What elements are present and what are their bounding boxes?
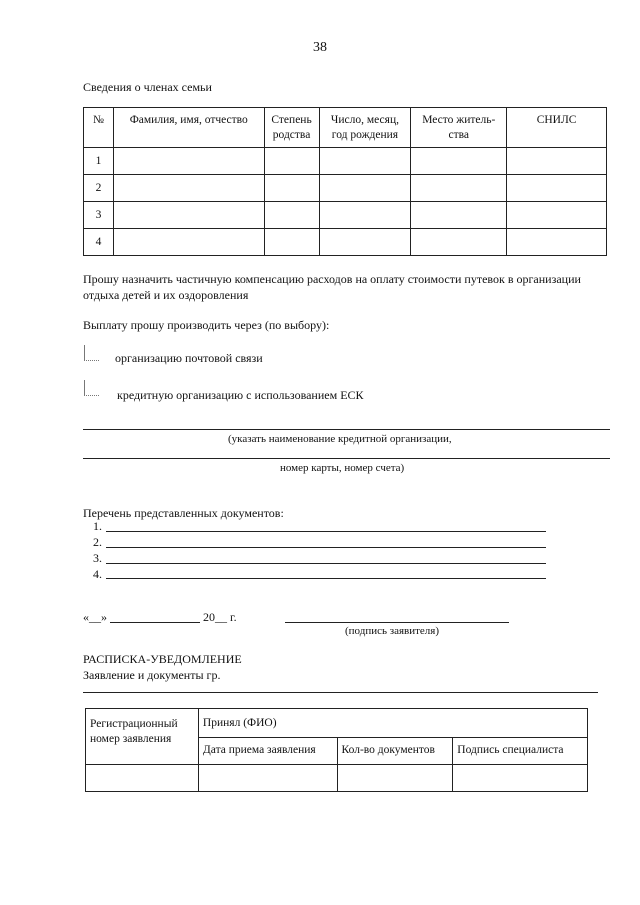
request-text-line2: отдыха детей и их оздоровления — [83, 288, 249, 302]
table-row — [86, 709, 588, 738]
reg-number-cell[interactable] — [86, 765, 199, 792]
family-section-title: Сведения о членах семьи — [83, 80, 212, 94]
fullname-cell[interactable] — [113, 229, 264, 256]
row-number: 2 — [84, 175, 114, 202]
family-table-header-row — [84, 108, 607, 148]
row-number: 4 — [84, 229, 114, 256]
receipt-subtitle: Заявление и документы гр. — [83, 668, 221, 682]
col-fullname-header: Фамилия, имя, отчество — [113, 108, 264, 148]
col-relation-header: Степень родства — [264, 108, 319, 148]
residence-cell[interactable] — [411, 175, 507, 202]
relation-cell[interactable] — [264, 148, 319, 175]
credit-checkbox[interactable] — [84, 380, 99, 396]
relation-cell[interactable] — [264, 202, 319, 229]
birthdate-cell[interactable] — [319, 175, 411, 202]
accepted-by-header: Принял (ФИО) — [198, 709, 587, 738]
reg-number-header: Регистрационный номер заявления — [86, 709, 199, 765]
applicant-name-line[interactable] — [83, 692, 598, 693]
date-day: «__» — [83, 610, 107, 624]
receipt-title: РАСПИСКА-УВЕДОМЛЕНИЕ — [83, 652, 242, 666]
date-month-line[interactable] — [110, 622, 200, 623]
card-account-line[interactable] — [83, 458, 610, 459]
document-line[interactable] — [106, 578, 546, 579]
doc-count-header: Кол-во документов — [337, 738, 453, 765]
document-line[interactable] — [106, 531, 546, 532]
col-birthdate-header: Число, месяц, год рождения — [319, 108, 411, 148]
table-row — [86, 765, 588, 792]
card-account-caption: номер карты, номер счета) — [280, 462, 405, 474]
credit-org-line[interactable] — [83, 429, 610, 430]
residence-cell[interactable] — [411, 148, 507, 175]
postal-option-label: организацию почтовой связи — [115, 351, 263, 365]
residence-cell[interactable] — [411, 229, 507, 256]
residence-cell[interactable] — [411, 202, 507, 229]
credit-option-label: кредитную организацию с использованием ЕСК — [117, 388, 364, 402]
signature-caption: (подпись заявителя) — [345, 625, 440, 637]
table-row — [84, 229, 607, 256]
table-row — [84, 175, 607, 202]
relation-cell[interactable] — [264, 229, 319, 256]
snils-cell[interactable] — [507, 202, 607, 229]
col-snils-header: СНИЛС — [507, 108, 607, 148]
row-number: 3 — [84, 202, 114, 229]
fullname-cell[interactable] — [113, 175, 264, 202]
doc-count-cell[interactable] — [337, 765, 453, 792]
page-number: 38 — [313, 40, 327, 55]
date-year: 20__ г. — [203, 610, 237, 624]
row-number: 1 — [84, 148, 114, 175]
document-item-number: 1. — [93, 519, 102, 533]
table-row — [84, 202, 607, 229]
payment-label: Выплату прошу производить через (по выбору): — [83, 318, 330, 332]
receipt-table — [85, 708, 588, 792]
date-received-cell[interactable] — [198, 765, 337, 792]
col-residence-header: Место житель- ства — [411, 108, 507, 148]
fullname-cell[interactable] — [113, 148, 264, 175]
col-number-header: № — [84, 108, 114, 148]
date-received-header: Дата приема заявления — [198, 738, 337, 765]
document-item-number: 2. — [93, 535, 102, 549]
family-members-table — [83, 107, 607, 256]
snils-cell[interactable] — [507, 175, 607, 202]
relation-cell[interactable] — [264, 175, 319, 202]
birthdate-cell[interactable] — [319, 229, 411, 256]
credit-org-caption: (указать наименование кредитной организации, — [228, 433, 452, 445]
request-text-line1: Прошу назначить частичную компенсацию расходов на оплату стоимости путевок в организации — [83, 272, 581, 286]
specialist-signature-header: Подпись специалиста — [453, 738, 588, 765]
table-row — [84, 148, 607, 175]
birthdate-cell[interactable] — [319, 148, 411, 175]
document-line[interactable] — [106, 563, 546, 564]
birthdate-cell[interactable] — [319, 202, 411, 229]
signature-line[interactable] — [285, 622, 509, 623]
documents-title: Перечень представленных документов: — [83, 506, 284, 520]
snils-cell[interactable] — [507, 229, 607, 256]
fullname-cell[interactable] — [113, 202, 264, 229]
document-line[interactable] — [106, 547, 546, 548]
document-item-number: 3. — [93, 551, 102, 565]
specialist-signature-cell[interactable] — [453, 765, 588, 792]
snils-cell[interactable] — [507, 148, 607, 175]
document-item-number: 4. — [93, 567, 102, 581]
postal-checkbox[interactable] — [84, 345, 99, 361]
